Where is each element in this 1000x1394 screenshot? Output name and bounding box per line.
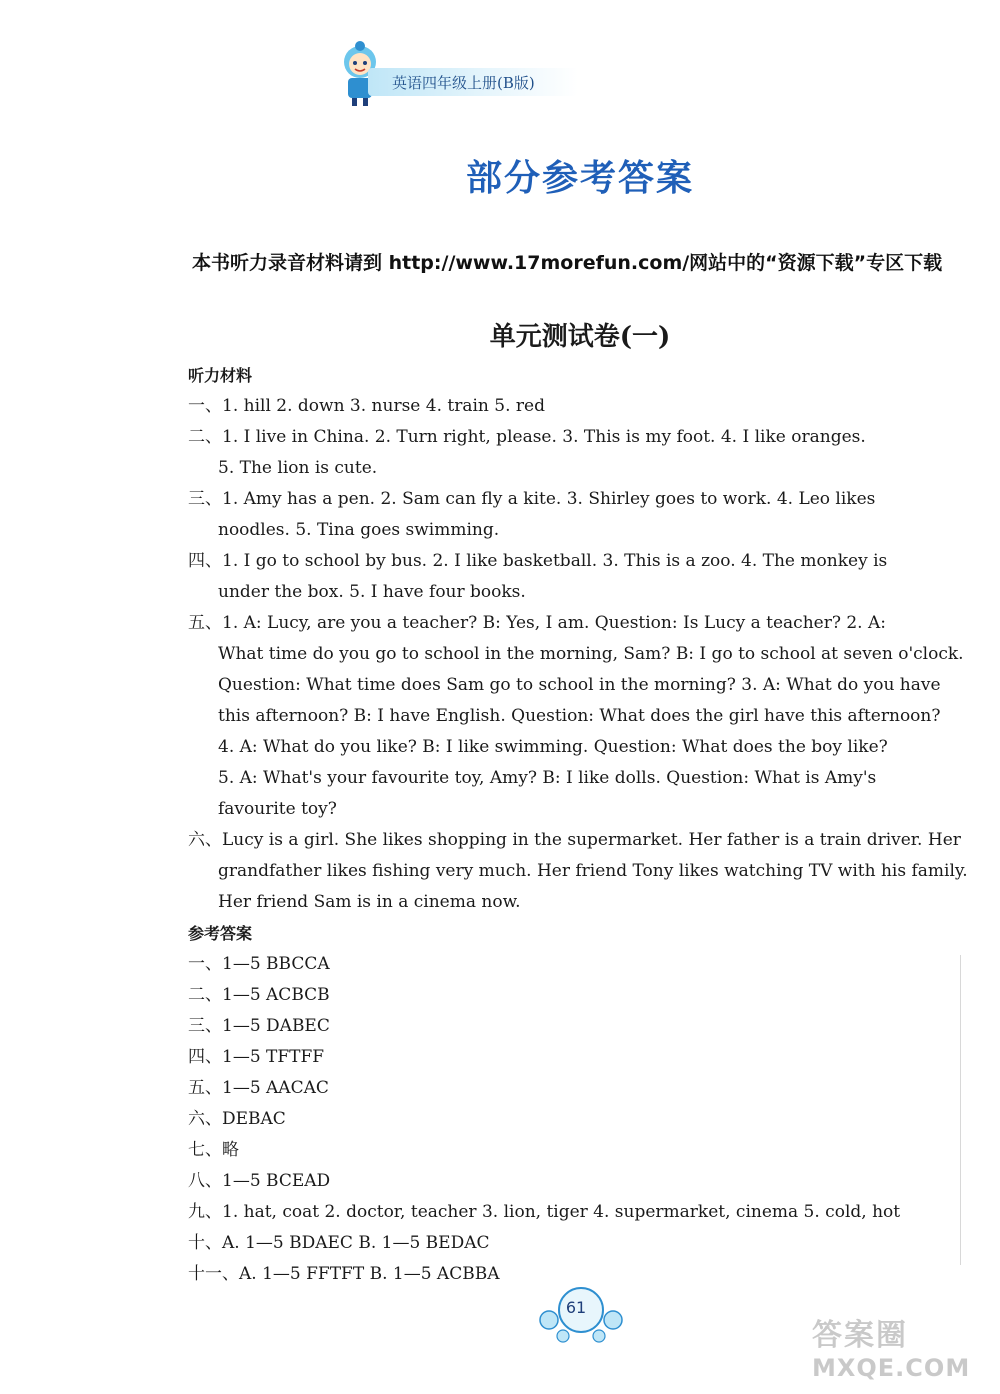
page-title: 部分参考答案 <box>465 158 694 199</box>
watermark-top: 答案圈 <box>812 1318 908 1353</box>
book-title-text: 英语四年级上册(B版) <box>392 74 535 92</box>
listening-line: 5. The lion is cute. <box>218 458 378 478</box>
listening-line: 一、1. hill 2. down 3. nurse 4. train 5. red <box>188 396 545 416</box>
answer-rows <box>188 949 978 1290</box>
listening-line: noodles. 5. Tina goes swimming. <box>218 520 500 540</box>
listening-line: Her friend Sam is in a cinema now. <box>218 892 521 912</box>
margin-rule <box>960 955 961 1265</box>
listening-line: favourite toy? <box>218 799 337 819</box>
answer-row: 六、DEBAC <box>188 1109 286 1129</box>
listening-line: 六、Lucy is a girl. She likes shopping in the supermarket. Her father is a train driver. Her <box>188 830 961 850</box>
watermark-bottom: MXQE.COM <box>812 1354 971 1382</box>
answer-row: 三、1—5 DABEC <box>188 1016 330 1036</box>
answers-heading: 参考答案 <box>188 924 253 943</box>
answer-row: 十、A. 1—5 BDAEC B. 1—5 BEDAC <box>188 1233 490 1253</box>
listening-line: 4. A: What do you like? B: I like swimming. Question: What does the boy like? <box>218 737 888 757</box>
listening-line: 四、1. I go to school by bus. 2. I like basketball. 3. This is a zoo. 4. The monkey is <box>188 551 888 571</box>
listening-line: this afternoon? B: I have English. Question: What does the girl have this afternoon? <box>218 706 941 726</box>
download-notice: 本书听力录音材料请到 http://www.17morefun.com/网站中的“资源下载”专区下载 <box>192 252 943 274</box>
unit-title: 单元测试卷(一) <box>489 322 671 352</box>
listening-line: What time do you go to school in the morning, Sam? B: I go to school at seven o'clock. <box>218 644 964 664</box>
answer-row: 二、1—5 ACBCB <box>188 985 330 1005</box>
listening-heading: 听力材料 <box>188 366 253 385</box>
answer-row: 八、1—5 BCEAD <box>188 1171 331 1191</box>
listening-line: 三、1. Amy has a pen. 2. Sam can fly a kite. 3. Shirley goes to work. 4. Leo likes <box>188 489 876 509</box>
listening-line: 二、1. I live in China. 2. Turn right, please. 3. This is my foot. 4. I like oranges. <box>188 427 866 447</box>
listening-line: grandfather likes fishing very much. Her friend Tony likes watching TV with his family. <box>218 861 968 881</box>
answer-row: 一、1—5 BBCCA <box>188 954 330 974</box>
listening-lines <box>188 391 978 918</box>
answer-content <box>188 360 978 1290</box>
listening-line: 5. A: What's your favourite toy, Amy? B: I like dolls. Question: What is Amy's <box>218 768 877 788</box>
answer-row: 四、1—5 TFTFF <box>188 1047 325 1067</box>
page-number: 61 <box>565 1298 587 1317</box>
answer-row: 七、略 <box>188 1140 239 1160</box>
answer-row: 五、1—5 AACAC <box>188 1078 329 1098</box>
answer-row: 九、1. hat, coat 2. doctor, teacher 3. lion, tiger 4. supermarket, cinema 5. cold, hot <box>188 1202 901 1222</box>
listening-line: under the box. 5. I have four books. <box>218 582 526 602</box>
answer-row: 十一、A. 1—5 FFTFT B. 1—5 ACBBA <box>188 1264 500 1284</box>
listening-line: 五、1. A: Lucy, are you a teacher? B: Yes, I am. Question: Is Lucy a teacher? 2. A: <box>188 613 886 633</box>
watermark-logo <box>812 1310 982 1388</box>
listening-line: Question: What time does Sam go to school in the morning? 3. A: What do you have <box>218 675 941 695</box>
